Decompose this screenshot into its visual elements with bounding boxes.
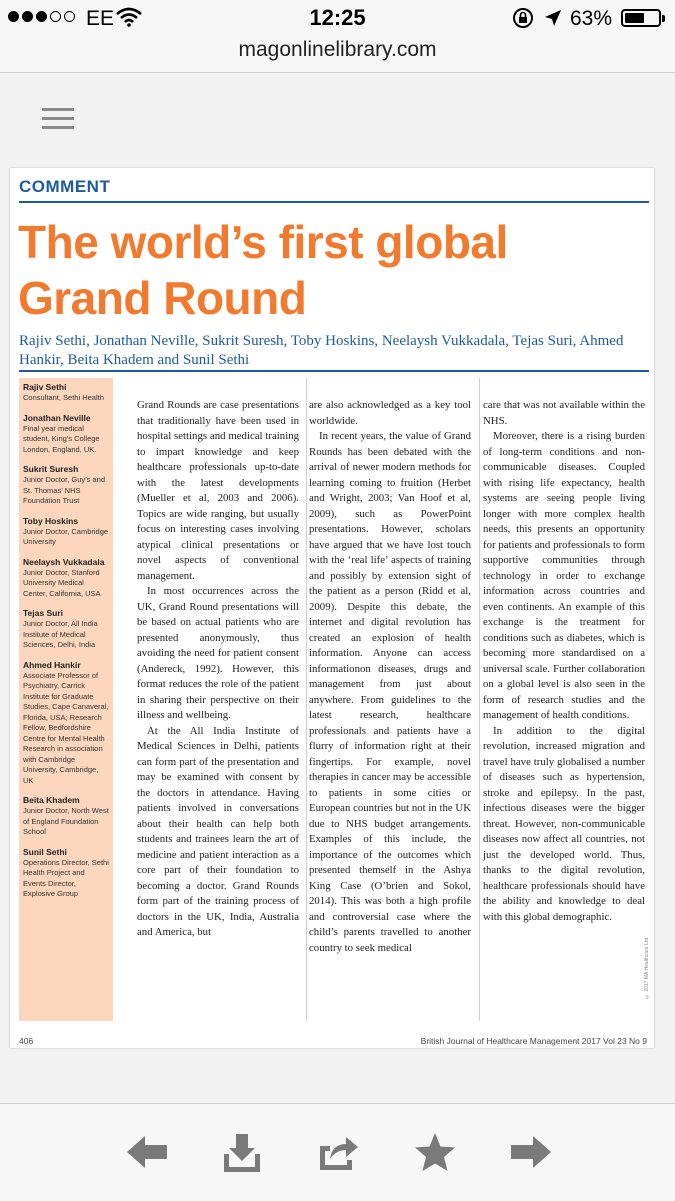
bio-name: Rajiv Sethi [23,382,67,392]
carrier-name: EE [86,7,115,30]
bio-name: Tejas Suri [23,608,63,618]
bio-affiliation: Junior Doctor, North West of England Foundation School [23,806,109,836]
body-column-3 [483,398,645,925]
hamburger-menu-icon[interactable] [42,108,74,130]
bio-affiliation: Final year medical student, King’s College London, England, UK. [23,423,100,454]
section-rule [19,201,649,203]
bio-name: Sukrit Suresh [23,464,79,474]
section-label: COMMENT [19,177,111,196]
bio-name: Beita Khadem [23,795,80,805]
bio-name: Toby Hoskins [23,515,79,526]
share-icon[interactable] [318,1132,360,1172]
paragraph: In addition to the digital revolution, increased migration and travel have truly globalised a number of diseases such as hypertension, stroke and epilepsy. In the past, infectious diseases were the bigger threat. However, non-communicable diseases now affect all countries, not just the developed world. Thus, thanks to the digital revolution, healthcare professionals should have the ability and knowledge to deal with this global demographic. [483,724,645,923]
bio-affiliation: Junior Doctor, All India Institute of Medical Sciences, Delhi, India [23,619,98,649]
article-page [10,168,654,1048]
address-bar[interactable] [0,36,675,73]
author-bio [23,382,109,404]
url-text[interactable]: magonlinelibrary.com [238,38,437,61]
body-column-2 [309,398,471,956]
paragraph: Moreover, there is a rising burden of long-term conditions and non-communicable diseases. Coupled with rising life expectancy, health systems are seeing people living longer with more complex health needs, this presents an opportunity for patients and professionals to form supportive communities through technology in order to exchange information across countries and even continents. An example of this exchange is the treatment for conditions such as diabetes, which is becoming more standardised on a universal scale. Further collaboration on a global level is also seen in the form of research studies and the management of health conditions. [483,430,645,721]
status-bar [0,0,675,36]
author-bio [23,795,109,838]
article-title: The world’s first global Grand Round [18,216,508,324]
bio-name: Jonathan Neville [23,412,91,423]
body-column-1 [137,398,299,941]
battery-icon [621,9,661,27]
paragraph: In most occurrences across the UK, Grand Round presentations will be based on actual patients who are presented anonymously, thus avoiding the need for patient consent (Andereck, 1992). However, this format reduces the role of the patient in sharing their perspective on their illness and wellbeing. [137,585,299,721]
bio-name: Neelaysh Vukkadala [23,556,105,567]
author-bio [23,847,109,900]
bio-affiliation: Associate Professor of Psychiatry, Carrick Institute for Graduate Studies, Cape Canaveral, Florida, USA; Research Fellow, Bedfordshire Centre for Mental Health Research in association with Cambridge University, Cambridge, UK [23,670,109,785]
column-divider [306,378,307,1021]
journal-footer: British Journal of Healthcare Management 2017 Vol 23 No 9 [420,1036,647,1046]
author-bio [23,557,109,600]
bio-name: Ahmed Hankir [23,659,81,670]
paragraph: Grand Rounds are case presentations that traditionally have been used in hospital settings and medical training to impart knowledge and keep healthcare professionals up-to-date with the latest developments (Mueller et al, 2003 and 2006). Topics are wide ranging, but usually focus on interesting cases involving atypical clinical presentations or novel aspects of conventional management. [137,399,299,582]
clock: 12:25 [309,5,366,30]
bio-affiliation: Consultant, Sethi Health [23,393,104,402]
forward-arrow-icon[interactable] [509,1132,553,1172]
bio-affiliation: Junior Doctor, Stanford University Medical Center, California, USA [23,567,101,598]
star-icon[interactable] [414,1132,456,1172]
author-bios-sidebar [19,378,113,1021]
page-number: 406 [19,1036,34,1046]
bio-affiliation: Junior Doctor, Guy’s and St. Thomas’ NHS Foundation Trust [23,475,105,505]
bottom-toolbar [0,1103,675,1201]
paragraph: At the All India Institute of Medical Sciences in Delhi, patients can form part of the presentation and may be examined with consent by the doctors in attendance. Having patients involved in conversations about their health can help both students and trainees learn the art of medicine and patient interaction as a core part of their foundation to becoming a doctor. Grand Rounds form part of the training process of doctors in the UK, India, Australia and America, but [137,724,299,938]
bio-name: Sunil Sethi [23,846,67,857]
author-bio [23,516,109,548]
author-bio [23,464,109,507]
author-bio [23,660,109,787]
rotation-lock-icon [512,7,534,29]
bio-affiliation: Junior Doctor, Cambridge University [23,526,109,546]
battery-percentage: 63% [570,7,613,30]
paragraph: are also acknowledged as a key tool worldwide. [309,399,471,427]
copyright-notice: © 2017 MA Healthcare Ltd [644,938,650,1000]
author-bio [23,413,109,456]
paragraph: In recent years, the value of Grand Rounds has been debated with the arrival of newer modern methods for learning coming to fruition (Herbet and Wright, 2003; Van Hoof et al, 2009), such as PowerPoint presentations. However, scholars have argued that we have lost touch with the ‘real life’ aspects of training and possibly by extension sight of the patient as a person (Ridd et al, 2009). Despite this debate, the internet and digital revolution has created an explosion of health information. Anyone can access informationon diseases, drugs and management from just about anywhere. From guidelines to the latest research, healthcare professionals and patients have a flurry of information right at their fingertips. For example, novel therapies in cancer may be accessible to patients in some cities or European countries but not in the UK due to NHS budget arrangements. Examples of this include, the importance of the outcomes which presented themself in the Ashya King Case (O’brien and Sokol, 2014). This was both a high profile and controversial case where the child’s parents travelled to another country to seek medical [309,430,471,954]
paragraph: care that was not available within the NHS. [483,399,645,427]
author-bio [23,608,109,651]
back-arrow-icon[interactable] [125,1132,169,1172]
location-arrow-icon [543,8,563,28]
column-divider [479,378,480,1021]
author-rule [19,370,649,372]
download-icon[interactable] [222,1132,262,1174]
author-list: Rajiv Sethi, Jonathan Neville, Sukrit Suresh, Toby Hoskins, Neelaysh Vukkadala, Tejas Suri, Ahmed Hankir, Beita Khadem and Sunil Sethi [19,333,624,368]
bio-affiliation: Operations Director, Sethi Health Project and Events Director, Explosive Group [23,857,109,898]
